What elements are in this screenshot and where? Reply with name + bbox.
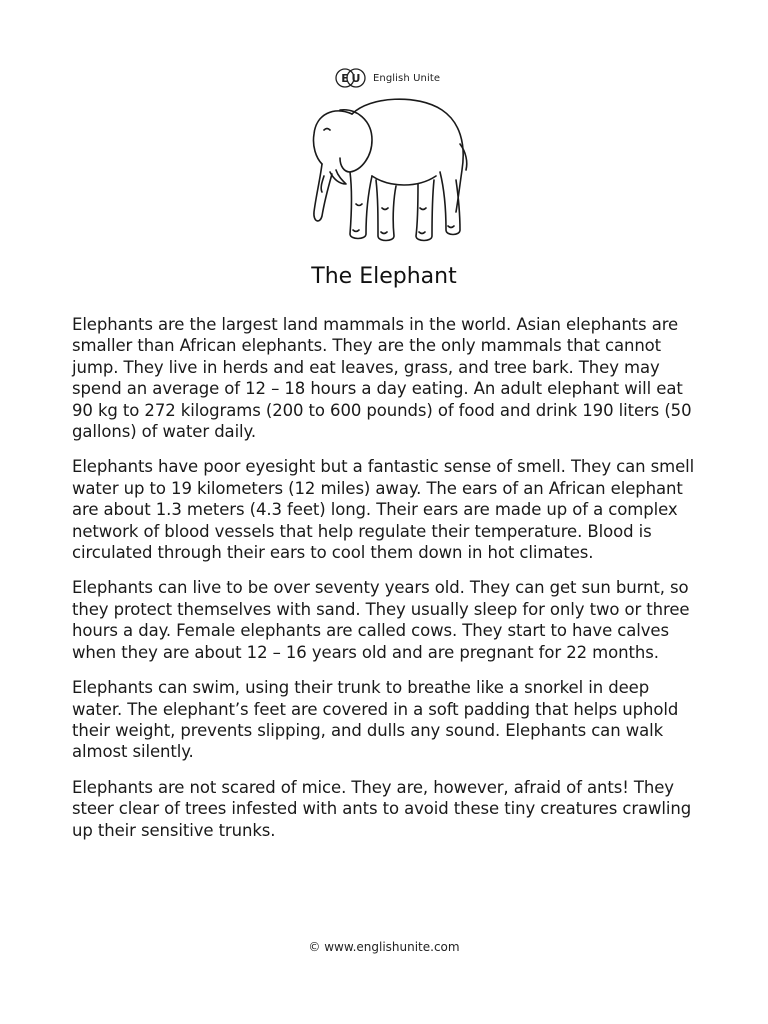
paragraph-1: Elephants are the largest land mammals in the world. Asian elephants are smaller than African elephants. They are the only mammals that cannot jump. They live in herds and eat leaves, grass, and tree bark. They may spend an average of 12 – 18 hours a day eating. An adult elephant will eat 90 kg to 272 kilograms (200 to 600 pounds) of food and drink 190 liters (50 gallons) of water daily. <box>72 315 692 442</box>
svg-text:U: U <box>351 72 361 85</box>
footer-copyright: © www.englishunite.com <box>308 940 460 954</box>
svg-text:E: E <box>341 72 349 85</box>
paragraph-2: Elephants have poor eyesight but a fantastic sense of smell. They can smell water up to 19 kilometers (12 miles) away. The ears of an African elephant are about 1.3 meters (4.3 feet) long. Their ears are made up of a complex network of blood vessels that help regulate their temperature. Blood is circulated through their ears to cool them down in hot climates. <box>72 457 695 563</box>
page-title: The Elephant <box>311 264 457 289</box>
paragraph-5: Elephants are not scared of mice. They are, however, afraid of ants! They steer clear of trees infested with ants to avoid these tiny creatures crawling up their sensitive trunks. <box>72 777 692 840</box>
paragraph-3: Elephants can live to be over seventy years old. They can get sun burnt, so they protect themselves with sand. They usually sleep for only two or three hours a day. Female elephants are called cows. They start to have calves when they are about 12 – 16 years old and are pregnant for 22 months. <box>72 578 690 662</box>
elephant-icon <box>300 84 476 260</box>
logo-text: English Unite <box>373 72 441 84</box>
article-body <box>72 314 702 855</box>
paragraph-4: Elephants can swim, using their trunk to breathe like a snorkel in deep water. The elephant’s feet are covered in a soft padding that helps uphold their weight, prevents slipping, and dulls any sound. Elephants can walk almost silently. <box>72 678 679 762</box>
